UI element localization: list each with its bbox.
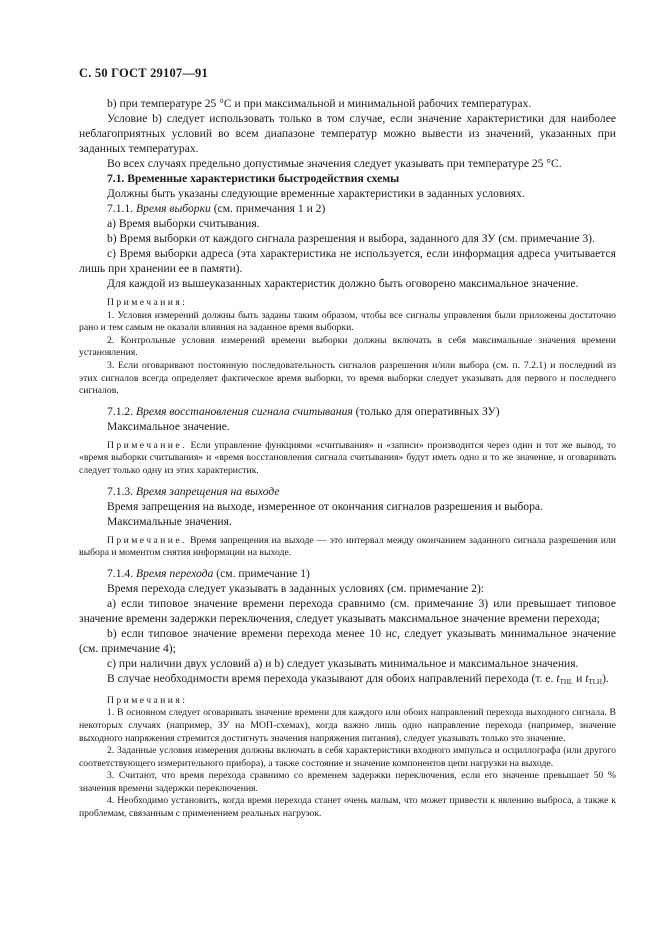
list-item: с) при наличии двух условий а) и b) следует указывать минимальное и максимальное значения. xyxy=(107,656,579,670)
note-item: 2. Заданные условия измерения должны включать в себя характеристики входного импульса и осциллографа (или другого соответствующего измерительного прибора), а также состояние и значение компонентов цепи нагрузки на выходе. xyxy=(79,745,616,769)
paragraph: Время запрещения на выходе, измеренное от окончания сигналов разрешения и выбора. xyxy=(107,499,543,513)
subscript-tlh: TLH xyxy=(588,677,603,686)
symbol-t: t xyxy=(556,671,560,685)
paragraph-transition-directions xyxy=(79,671,616,686)
section-title: Время запрещения на выходе xyxy=(136,484,280,498)
section-title: Время выборки xyxy=(136,202,211,215)
section-number: 7.1.4. xyxy=(107,566,134,580)
note-label: Примечание. xyxy=(107,534,187,546)
note-item: 1. Условия измерений должны быть заданы таким образом, чтобы все сигналы управления были приложены достаточно рано и тем самым не оказали влияния на заданное время выборки. xyxy=(79,309,616,334)
paragraph: Время перехода следует указывать в заданных условиях (см. примечание 2): xyxy=(107,581,485,595)
section-title: Время восстановления сигнала считывания xyxy=(136,404,353,418)
note xyxy=(79,440,616,478)
note-label: Примечание. xyxy=(107,439,187,451)
paragraph: Во всех случаях предельно допустимые значения следует указывать при температуре 25 °С. xyxy=(107,157,562,170)
note-text: Если управление функциями «считывания» и «записи» производится через один и тот же вывод, то «время выборки считывания» и «время восстановления сигнала считывания» будут иметь одно и то же значение, и оговаривать следует только одну из этих характеристик. xyxy=(79,439,617,476)
section-number: 7.1.1. xyxy=(107,202,134,215)
subscript-thl: THL xyxy=(559,677,574,686)
section-7-1-2-heading xyxy=(79,404,616,419)
note-text: Время запрещения на выходе — это интервал между окончанием заданного сигнала разрешения или выбора и моментом снятия информации на выходе. xyxy=(79,534,616,559)
list-item: b) если типовое значение времени перехода менее 10 нс, следует указывать минимальное значение (см. примечание 4); xyxy=(79,626,616,655)
paragraph: Максимальные значения. xyxy=(107,514,232,528)
paragraph: Должны быть указаны следующие временные характеристики в заданных условиях. xyxy=(107,187,525,200)
text-run: ). xyxy=(602,671,609,685)
note-item: 4. Необходимо установить, когда время перехода станет очень малым, что может привести к явлению выброса, а также к проблемам, связанным с применением реальных нагрузок. xyxy=(79,795,616,820)
section-7-1-1-heading xyxy=(79,201,616,216)
section-7-1-heading xyxy=(79,171,616,186)
section-7-1-4-heading xyxy=(79,566,616,581)
note-item: 1. В основном следует оговаривать значение времени для каждого или обоих направлений перехода выходного сигнала. В некоторых случаях (например, ЗУ на МОП-схемах), когда важно лишь одно направление перехода (например, значение выходного напряжения стремится достигнуть значения напряжения питания), следует указывать только это значение. xyxy=(79,707,616,744)
section-title: Время перехода xyxy=(136,566,214,580)
note xyxy=(79,535,616,560)
page-header: С. 50 ГОСТ 29107—91 xyxy=(79,66,208,80)
paragraph: b) при температуре 25 °С и при максимальной и минимальной рабочих температурах. xyxy=(107,97,532,110)
list-item: с) Время выборки адреса (эта характеристика не используется, если информация адреса учитывается лишь при хранении ее в памяти). xyxy=(79,247,616,275)
section-rest: (только для оперативных ЗУ) xyxy=(355,404,500,418)
text-run: и xyxy=(576,671,586,685)
notes-block xyxy=(79,695,616,821)
paragraph: Максимальное значение. xyxy=(107,419,230,433)
note-item: 3. Если оговаривают постоянную последовательность сигналов разрешения и/или выбора (см. п. 7.2.1) и последний из этих сигналов всегда определяет фактическое время выборки, то время выборки следует указывать для первого и последнего сигналов. xyxy=(79,359,616,397)
section-number: 7.1.2. xyxy=(107,404,134,418)
section-number: 7.1.3. xyxy=(107,484,134,498)
document-body xyxy=(79,96,616,821)
note-item: 2. Контрольные условия измерений времени выборки должны включать в себя максимальные значения времени установления. xyxy=(79,334,616,359)
section-rest: (см. примечание 1) xyxy=(216,566,310,580)
list-item: а) Время выборки считывания. xyxy=(107,217,260,230)
notes-title: Примечания: xyxy=(107,297,188,308)
section-title: 7.1. Временные характеристики быстродействия схемы xyxy=(107,172,400,185)
section-rest: (см. примечания 1 и 2) xyxy=(213,202,326,215)
section-7-1-3-heading xyxy=(79,484,616,499)
text-run: В случае необходимости время перехода указывают для обоих направлений перехода (т. е. xyxy=(107,671,557,685)
note-item: 3. Считают, что время перехода сравнимо со временем задержки переключения, если его значение превышает 50 % значения времени задержки переключения. xyxy=(79,770,616,794)
symbol-t: t xyxy=(585,671,589,685)
list-item: b) Время выборки от каждого сигнала разрешения и выбора, заданного для ЗУ (см. примечание 3). xyxy=(107,232,595,245)
paragraph: Условие b) следует использовать только в том случае, если значение характеристики для наиболее неблагоприятных условий во всем диапазоне температур можно вывести из значений, указанных при заданных температурах. xyxy=(79,112,616,155)
notes-title: Примечания: xyxy=(107,694,188,706)
notes-block xyxy=(79,297,616,398)
paragraph: Для каждой из вышеуказанных характеристик должно быть оговорено максимальное значение. xyxy=(107,277,579,290)
list-item: а) если типовое значение времени перехода сравнимо (см. примечание 3) или превышает типовое значение времени задержки переключения, следует указывать максимальное значение времени перехода; xyxy=(79,596,616,625)
